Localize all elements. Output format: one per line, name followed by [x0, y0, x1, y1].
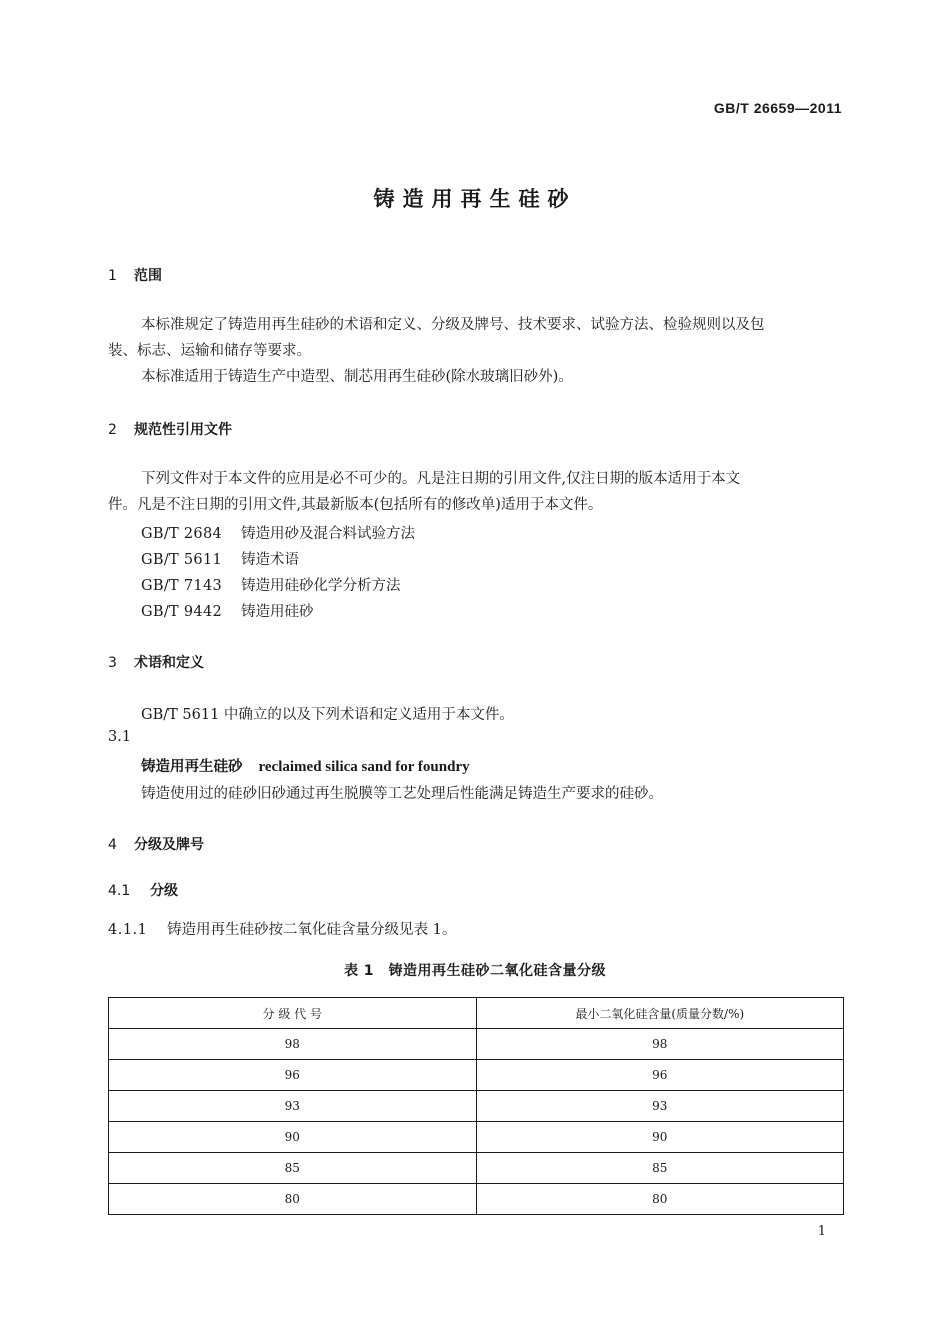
paragraph-line: 下列文件对于本文件的应用是必不可少的。凡是注日期的引用文件,仅注日期的版本适用于本文: [141, 471, 741, 487]
section-2-heading: [108, 419, 232, 439]
term-chinese: 铸造用再生硅砂: [141, 758, 243, 775]
section-title: 术语和定义: [134, 655, 204, 671]
table-row: [109, 1029, 844, 1060]
reference-code: GB/T 7143: [141, 578, 223, 594]
term-definition: 铸造使用过的硅砂旧砂通过再生脱膜等工艺处理后性能满足铸造生产要求的硅砂。: [141, 786, 663, 802]
reference-code: GB/T 9442: [141, 604, 223, 620]
section-title: 分级及牌号: [134, 837, 204, 853]
section-1-body: [108, 312, 843, 390]
clause-4-1-1: [108, 918, 456, 939]
section-3-intro: GB/T 5611 中确立的以及下列术语和定义适用于本文件。: [141, 707, 514, 723]
section-3-heading: [108, 652, 204, 672]
clause-text: 铸造用再生硅砂按二氧化硅含量分级见表 1。: [167, 922, 457, 938]
term-number: 3.1: [108, 729, 132, 745]
table-cell: 80: [476, 1184, 844, 1215]
table-row: [109, 1060, 844, 1091]
table-header-row: [109, 998, 844, 1029]
paragraph-line: 本标准规定了铸造用再生硅砂的术语和定义、分级及牌号、技术要求、试验方法、检验规则以及包: [141, 317, 765, 333]
column-header: 最小二氧化硅含量(质量分数/%): [476, 998, 844, 1029]
reference-title: 铸造用硅砂化学分析方法: [241, 578, 401, 594]
table-cell: 98: [109, 1029, 477, 1060]
section-4-heading: [108, 834, 204, 854]
table-cell: 93: [109, 1091, 477, 1122]
reference-code: GB/T 5611: [141, 552, 223, 568]
reference-item: [141, 522, 415, 543]
table-row: [109, 1122, 844, 1153]
subsection-number: 4.1: [108, 883, 131, 899]
section-number: 3: [108, 655, 117, 671]
reference-code: GB/T 2684: [141, 526, 223, 542]
reference-item: [141, 548, 299, 569]
clause-number: 4.1.1: [108, 922, 148, 938]
subsection-4-1-heading: [108, 880, 178, 900]
table-cell: 90: [476, 1122, 844, 1153]
reference-title: 铸造术语: [241, 552, 299, 568]
table-cell: 96: [476, 1060, 844, 1091]
reference-item: [141, 600, 314, 621]
column-header: 分 级 代 号: [109, 998, 477, 1029]
section-number: 1: [108, 268, 117, 284]
table-cell: 90: [109, 1122, 477, 1153]
table-row: [109, 1153, 844, 1184]
table-cell: 85: [109, 1153, 477, 1184]
paragraph-line: 件。凡是不注日期的引用文件,其最新版本(包括所有的修改单)适用于本文件。: [108, 497, 603, 513]
reference-title: 铸造用砂及混合料试验方法: [241, 526, 415, 542]
table-row: [109, 1091, 844, 1122]
table-cell: 93: [476, 1091, 844, 1122]
subsection-title: 分级: [150, 883, 178, 899]
section-number: 4: [108, 837, 117, 853]
section-1-heading: [108, 265, 162, 285]
document-title: 铸造用再生硅砂: [373, 187, 577, 211]
section-title: 规范性引用文件: [134, 422, 232, 438]
paragraph-line: 装、标志、运输和储存等要求。: [108, 343, 311, 359]
page-number: 1: [817, 1224, 826, 1239]
table-cell: 80: [109, 1184, 477, 1215]
section-title: 范围: [134, 268, 162, 284]
table-row: [109, 1184, 844, 1215]
reference-item: [141, 574, 401, 595]
table-cell: 96: [109, 1060, 477, 1091]
reference-title: 铸造用硅砂: [241, 604, 314, 620]
grade-table: [108, 997, 844, 1215]
term-heading: [141, 755, 470, 776]
table-cell: 85: [476, 1153, 844, 1184]
section-number: 2: [108, 422, 117, 438]
paragraph: 本标准适用于铸造生产中造型、制芯用再生硅砂(除水玻璃旧砂外)。: [141, 369, 573, 385]
table-cell: 98: [476, 1029, 844, 1060]
standard-code: GB/T 26659—2011: [713, 100, 842, 116]
term-english: reclaimed silica sand for foundry: [258, 759, 470, 775]
table-caption: 表 1 铸造用再生硅砂二氧化硅含量分级: [343, 963, 607, 979]
section-2-intro: [108, 466, 843, 518]
